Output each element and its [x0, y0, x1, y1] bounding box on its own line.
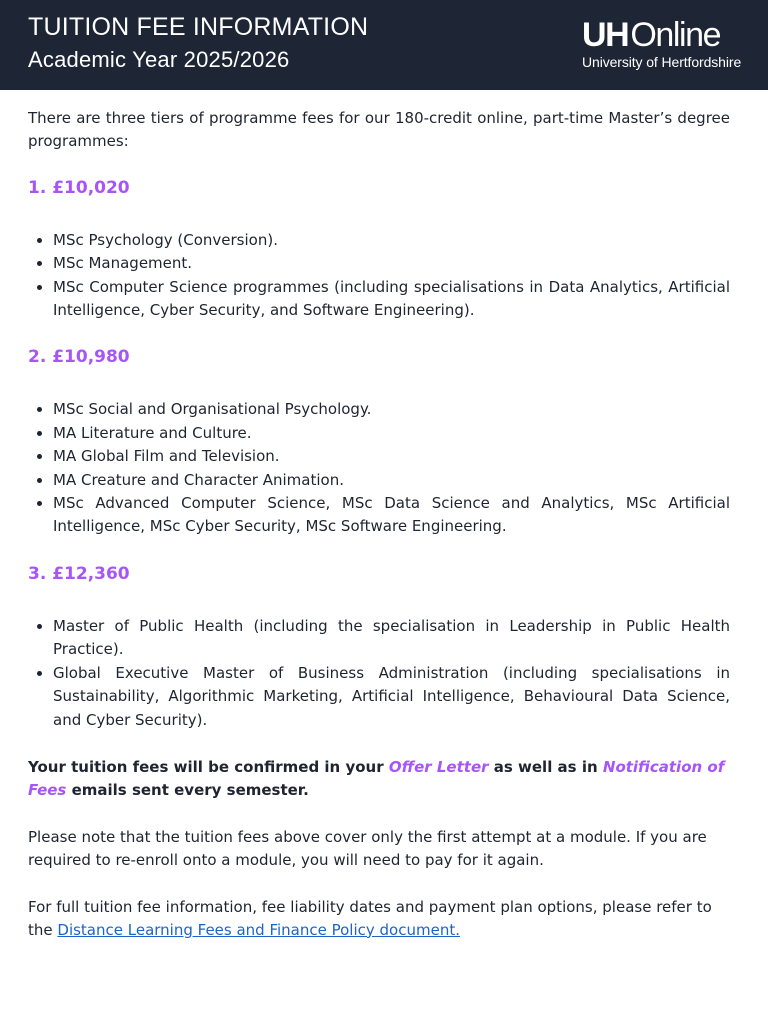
confirmation-note: [28, 756, 730, 803]
programme-list-item: • MSc Computer Science programmes (including specialisations in Data Analytics, Artificial Intelligence, Cyber Security, and Software Engineering).: [53, 276, 730, 323]
logo-university-name: University of Hertfordshire: [582, 54, 742, 70]
programme-list-item: • Master of Public Health (including the specialisation in Leadership in Public Health Practice).: [53, 615, 730, 662]
confirmation-text-3: emails sent every semester.: [66, 781, 309, 800]
logo-online-text: Online: [630, 16, 721, 54]
notification-of-fees-highlight: Notification of Fees: [28, 757, 725, 800]
programme-list: [28, 398, 730, 538]
programme-list-item: • MSc Social and Organisational Psychology.: [53, 398, 730, 421]
policy-paragraph: [28, 896, 730, 943]
policy-document-link[interactable]: Distance Learning Fees and Finance Policy document.: [57, 920, 460, 939]
tier-heading: 1. £10,020: [28, 177, 130, 198]
logo-wordmark: [582, 18, 750, 52]
document-title: TUITION FEE INFORMATION: [28, 13, 369, 41]
programme-list-item: • MSc Advanced Computer Science, MSc Data Science and Analytics, MSc Artificial Intelligence, MSc Cyber Security, MSc Software Engineering.: [53, 492, 730, 539]
fee-tiers: [28, 177, 730, 732]
uh-online-logo: [582, 18, 750, 70]
reenrol-note: Please note that the tuition fees above cover only the first attempt at a module. If you are required to re-enroll onto a module, you will need to pay for it again.: [28, 827, 707, 870]
academic-year-subtitle: Academic Year 2025/2026: [28, 47, 290, 72]
document-body: [28, 107, 730, 965]
tier-heading: 2. £10,980: [28, 347, 130, 368]
programme-list-item: • MSc Management.: [53, 252, 730, 275]
programme-list: [28, 615, 730, 732]
programme-list: [28, 229, 730, 323]
programme-list-item: • MA Global Film and Television.: [53, 445, 730, 468]
programme-list-item: • MA Literature and Culture.: [53, 422, 730, 445]
tier-heading: 3. £12,360: [28, 563, 130, 584]
programme-list-item: • Global Executive Master of Business Administration (including specialisations in Sustainability, Algorithmic Marketing, Artificial Intelligence, Behavioural Data Science, and Cyber Security).: [53, 662, 730, 732]
intro-paragraph: There are three tiers of programme fees for our 180-credit online, part-time Master’s degree programmes:: [28, 109, 730, 151]
offer-letter-highlight: Offer Letter: [388, 757, 489, 776]
programme-list-item: • MA Creature and Character Animation.: [53, 469, 730, 492]
document-header: [0, 0, 768, 90]
policy-text: For full tuition fee information, fee liability dates and payment plan options, please refer to the: [28, 897, 712, 939]
confirmation-text-1: Your tuition fees will be confirmed in your: [28, 757, 389, 776]
programme-list-item: • MSc Psychology (Conversion).: [53, 229, 730, 252]
confirmation-text-2: as well as in: [488, 757, 603, 776]
logo-uh-text: UH: [582, 16, 629, 54]
